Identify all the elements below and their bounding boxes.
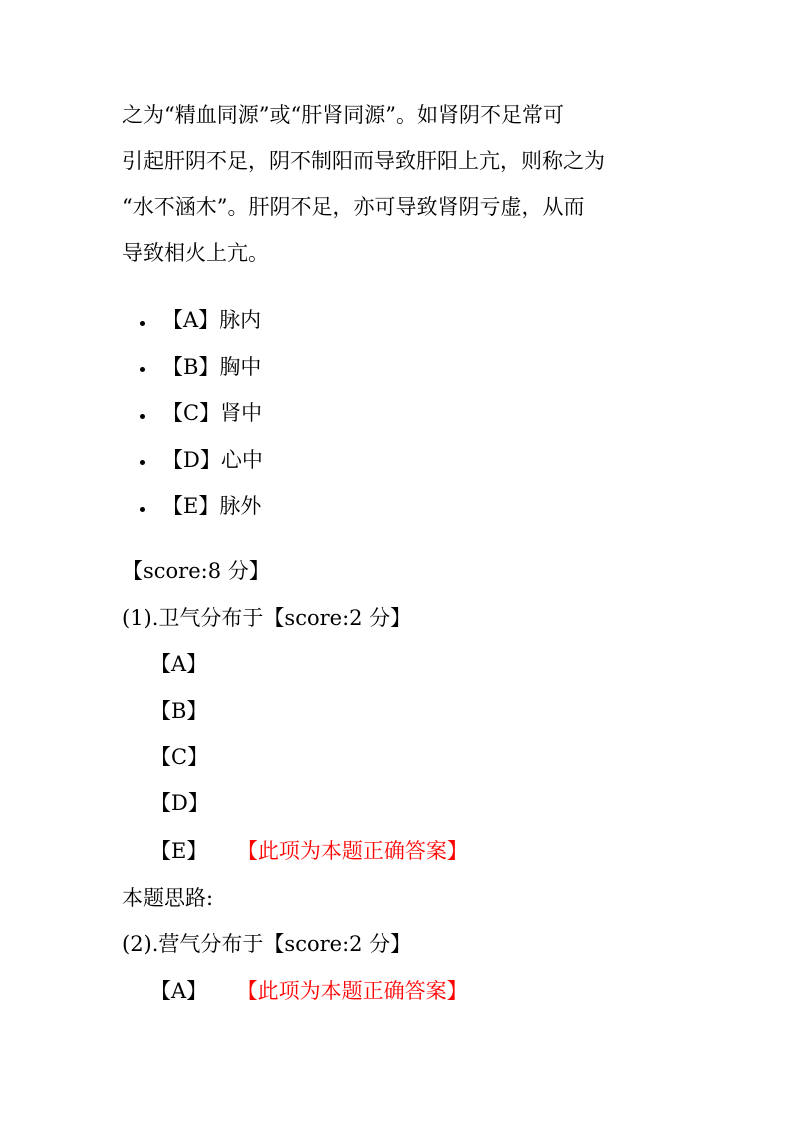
q2-answer-a	[150, 977, 468, 1005]
correct-answer-note: 【此项为本题正确答案】	[247, 979, 468, 1003]
option-item	[140, 483, 263, 530]
explanation-label: 本题思路:	[122, 886, 214, 910]
bullet-icon	[140, 507, 145, 512]
bullet-icon	[140, 414, 145, 419]
q1-answer-a: 【A】	[150, 652, 208, 676]
option-item	[140, 390, 263, 437]
question-2-title: (2).营气分布于【score:2 分】	[122, 932, 412, 956]
passage-line: 之为“精血同源”或“肝肾同源”。如肾阴不足常可	[122, 103, 564, 127]
bullet-icon	[140, 460, 145, 465]
option-list	[140, 297, 263, 530]
option-label: 【C】肾中	[162, 401, 263, 425]
option-item	[140, 297, 263, 344]
bullet-icon	[140, 367, 145, 372]
answer-letter: 【A】	[150, 979, 208, 1003]
section-score: 【score:8 分】	[122, 559, 270, 583]
q1-answer-d: 【D】	[150, 791, 209, 815]
question-1-title: (1).卫气分布于【score:2 分】	[122, 606, 412, 630]
passage-line: 引起肝阴不足，阴不制阳而导致肝阳上亢，则称之为	[122, 149, 605, 173]
passage-line: “水不涵木”。肝阴不足，亦可导致肾阴亏虚，从而	[122, 195, 585, 219]
option-label: 【B】胸中	[162, 354, 262, 379]
option-label: 【E】脉外	[162, 494, 262, 518]
q1-answer-c: 【C】	[150, 745, 209, 769]
correct-answer-note: 【此项为本题正确答案】	[247, 839, 468, 863]
option-item	[140, 437, 263, 484]
passage-line: 导致相火上亢。	[122, 241, 269, 265]
option-label: 【D】心中	[162, 447, 263, 472]
q1-answer-e	[150, 837, 468, 865]
answer-letter: 【E】	[150, 839, 208, 863]
option-label: 【A】脉内	[162, 308, 262, 332]
q1-answer-b: 【B】	[150, 699, 208, 723]
option-item	[140, 344, 263, 391]
bullet-icon	[140, 321, 145, 326]
passage-paragraph	[122, 92, 682, 276]
